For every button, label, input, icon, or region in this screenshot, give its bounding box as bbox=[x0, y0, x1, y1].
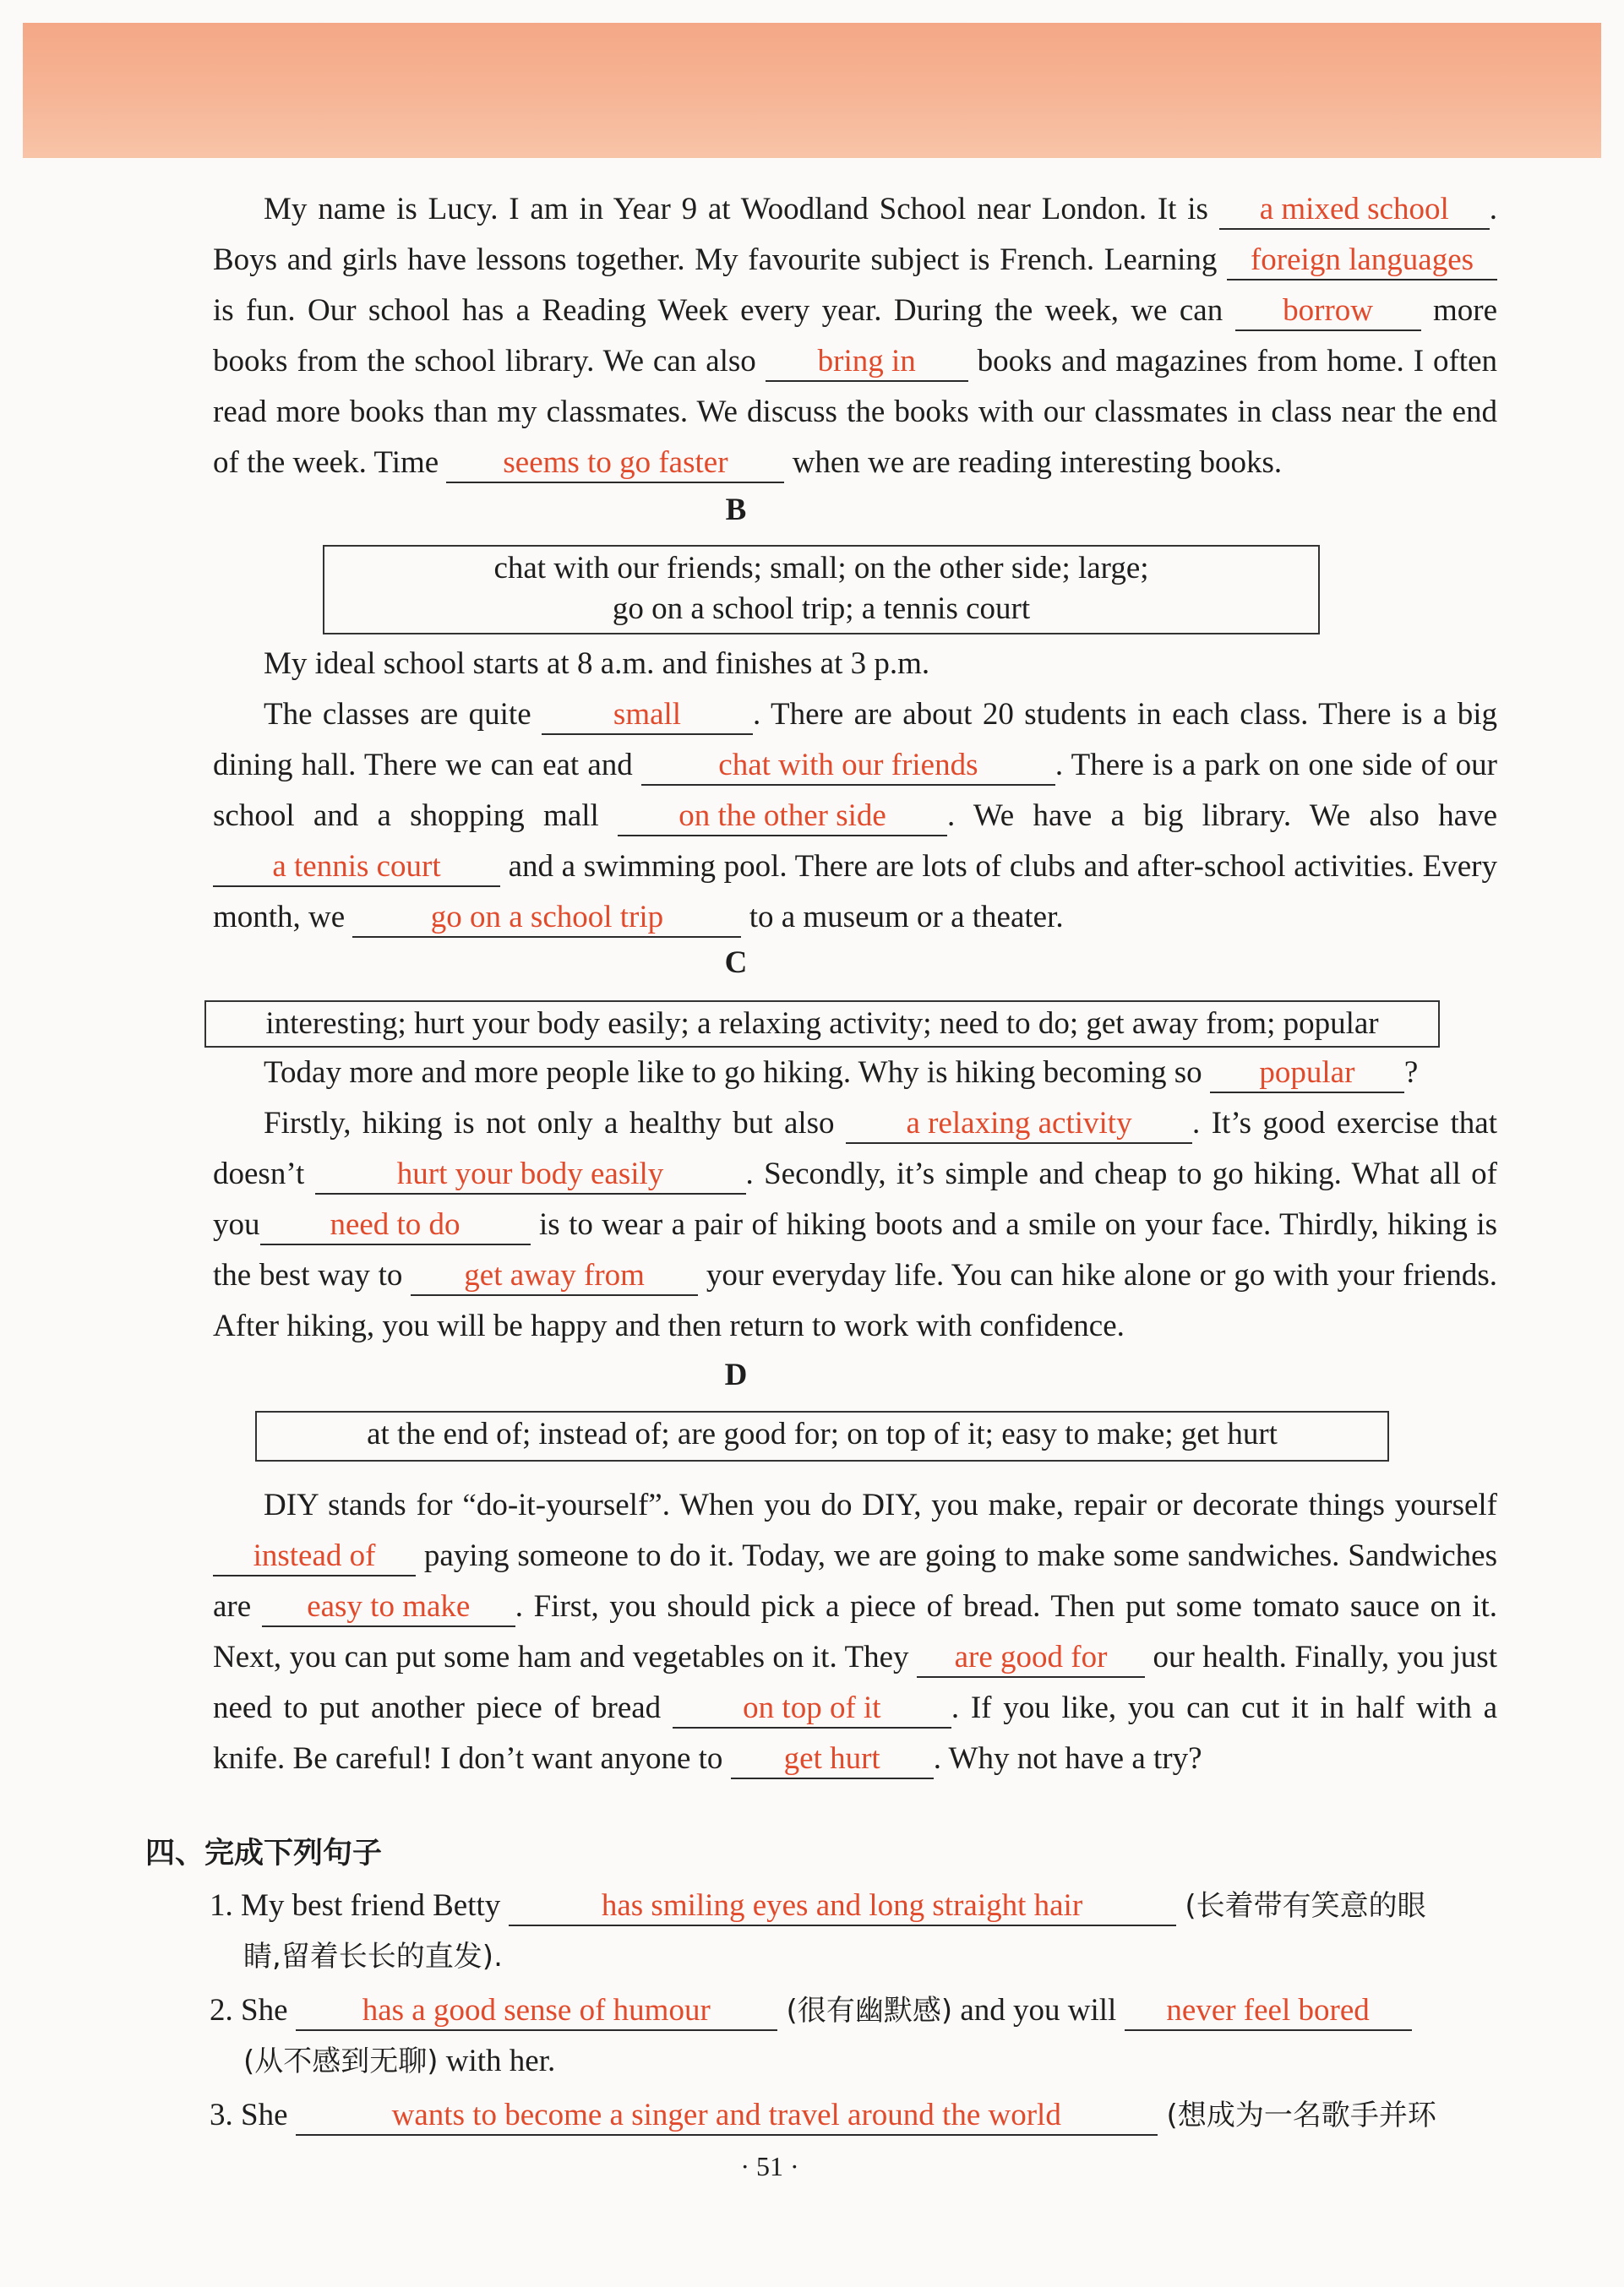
passage-c-2 bbox=[213, 1098, 1497, 1352]
word-box-b bbox=[323, 545, 1320, 634]
text: ? bbox=[1403, 1055, 1419, 1090]
text: . It’s good exercise that doesn’t bbox=[213, 1106, 1498, 1191]
chinese-hint: (长着带有笑意的眼 bbox=[1175, 1889, 1426, 1923]
text: She bbox=[232, 2098, 296, 2132]
answer-blank: get hurt bbox=[731, 1740, 934, 1779]
answer-blank: go on a school trip bbox=[352, 899, 741, 938]
section-heading: 四、完成下列句子 bbox=[145, 1837, 383, 1870]
text: . We have a big library. We also have bbox=[947, 798, 1497, 833]
item-number: 2. bbox=[210, 1993, 233, 2028]
answer-blank: chat with our friends bbox=[641, 747, 1055, 786]
chinese-hint: (很有幽默感) bbox=[777, 1994, 953, 2028]
word-box-line: chat with our friends; small; on the other side; large; bbox=[493, 551, 1149, 585]
answer-blank: easy to make bbox=[262, 1588, 515, 1627]
section-letter-c: C bbox=[724, 945, 748, 980]
answer-blank: bring in bbox=[766, 343, 968, 382]
answer-blank: on top of it bbox=[673, 1690, 951, 1729]
page-number: · 51 · bbox=[740, 2151, 799, 2181]
text: . First, you should pick a piece of bread. Then put some tomato sauce on it. Next, you can put some ham and vegetables on it. They bbox=[213, 1589, 1498, 1674]
passage-b bbox=[213, 689, 1497, 943]
word-box-d: at the end of; instead of; are good for; on top of it; easy to make; get hurt bbox=[255, 1411, 1389, 1462]
answer-blank: are good for bbox=[917, 1639, 1145, 1678]
answer-blank: a mixed school bbox=[1219, 191, 1490, 230]
passage-a bbox=[213, 184, 1497, 488]
item-number: 3. bbox=[210, 2098, 233, 2132]
text: books and magazines from home. I often read more books than my classmates. We discuss the books with our classmates in class near the end of the week. Time bbox=[213, 344, 1497, 480]
text: Firstly, hiking is not only a healthy but also bbox=[264, 1106, 847, 1141]
text: Today more and more people like to go hiking. Why is hiking becoming so bbox=[264, 1055, 1210, 1090]
answer-blank: get away from bbox=[411, 1257, 698, 1296]
word-box-c: interesting; hurt your body easily; a relaxing activity; need to do; get away from; popular bbox=[204, 1000, 1440, 1048]
text: and a swimming pool. There are lots of clubs and after-school activities. Every month, we bbox=[213, 849, 1497, 934]
text: our health. Finally, you just need to put another piece of bread bbox=[213, 1640, 1497, 1725]
text: to a museum or a theater. bbox=[741, 900, 1064, 934]
answer-blank: small bbox=[542, 696, 753, 735]
answer-blank: need to do bbox=[260, 1206, 531, 1245]
text: is to wear a pair of hiking boots and a smile on your face. Thirdly, hiking is the best way to bbox=[213, 1207, 1497, 1293]
section-letter-b: B bbox=[725, 493, 747, 527]
answer-blank: seems to go faster bbox=[446, 444, 784, 483]
header-banner bbox=[23, 23, 1601, 158]
exercise-item-2 bbox=[210, 1985, 1502, 2087]
text: The classes are quite bbox=[264, 697, 542, 732]
text: . If you like, you can cut it in half with a knife. Be careful! I don’t want anyone to bbox=[213, 1691, 1497, 1776]
chinese-hint: (想成为一名歌手并环 bbox=[1157, 2099, 1436, 2132]
text: DIY stands for “do-it-yourself”. When you do DIY, you make, repair or decorate things yourself bbox=[264, 1488, 1497, 1522]
text: My name is Lucy. I am in Year 9 at Woodland School near London. It is bbox=[264, 192, 1219, 226]
text: . Boys and girls have lessons together. My favourite subject is French. Learning bbox=[213, 192, 1497, 277]
text: . There are about 20 students in each class. There is a big dining hall. There we can eat and bbox=[213, 697, 1497, 782]
text: She bbox=[232, 1993, 296, 2028]
answer-blank: instead of bbox=[213, 1538, 416, 1576]
text: My best friend Betty bbox=[232, 1888, 509, 1923]
answer-blank: hurt your body easily bbox=[315, 1156, 746, 1195]
answer-blank: popular bbox=[1210, 1054, 1404, 1093]
text: . Secondly, it’s simple and cheap to go hiking. What all of you bbox=[213, 1157, 1497, 1242]
answer-blank: a tennis court bbox=[213, 848, 500, 887]
text: your everyday life. You can hike alone or go with your friends. After hiking, you will be happy and then return to work with confidence. bbox=[213, 1258, 1497, 1343]
passage-b-intro: My ideal school starts at 8 a.m. and finishes at 3 p.m. bbox=[264, 646, 930, 681]
answer-blank: borrow bbox=[1235, 292, 1421, 331]
text: is fun. Our school has a Reading Week every year. During the week, we can bbox=[213, 293, 1235, 328]
text: paying someone to do it. Today, we are going to make some sandwiches. Sandwiches are bbox=[213, 1538, 1497, 1624]
item-number: 1. bbox=[210, 1888, 233, 1923]
answer-blank: foreign languages bbox=[1227, 242, 1497, 280]
answer-blank: has a good sense of humour bbox=[296, 1992, 777, 2031]
chinese-hint: 睛,留着长长的直发). bbox=[243, 1940, 503, 1974]
text: . Why not have a try? bbox=[933, 1741, 1202, 1776]
passage-c-1 bbox=[213, 1048, 1497, 1098]
answer-blank: a relaxing activity bbox=[846, 1105, 1192, 1144]
text: with her. bbox=[438, 2044, 556, 2078]
answer-blank: on the other side bbox=[618, 798, 947, 836]
passage-d bbox=[213, 1480, 1497, 1784]
section-letter-d: D bbox=[724, 1358, 748, 1392]
text: . There is a park on one side of our school and a shopping mall bbox=[213, 748, 1497, 833]
exercise-item-3 bbox=[210, 2090, 1502, 2141]
answer-blank: has smiling eyes and long straight hair bbox=[509, 1887, 1176, 1926]
chinese-hint: (从不感到无聊) bbox=[243, 2045, 439, 2078]
word-box-line: go on a school trip; a tennis court bbox=[612, 591, 1031, 626]
text: and you will bbox=[952, 1993, 1125, 2028]
text: more books from the school library. We can also bbox=[213, 293, 1497, 378]
exercise-item-1 bbox=[210, 1881, 1502, 1982]
answer-blank: never feel bored bbox=[1125, 1992, 1412, 2031]
answer-blank: wants to become a singer and travel around the world bbox=[296, 2097, 1158, 2136]
text: when we are reading interesting books. bbox=[784, 445, 1283, 480]
